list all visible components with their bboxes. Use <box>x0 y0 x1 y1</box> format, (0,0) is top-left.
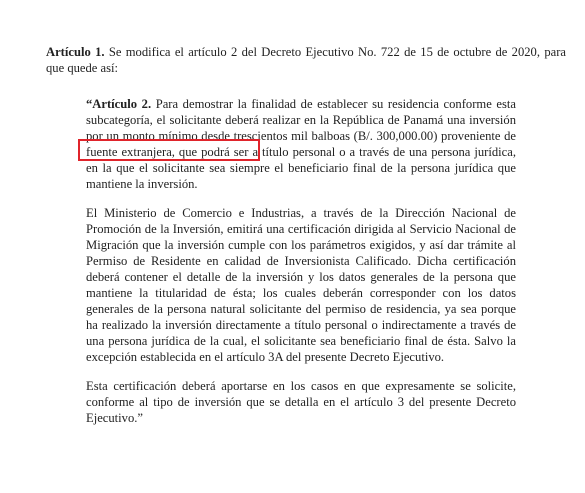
article-2-opening-quote: “ <box>86 97 93 111</box>
quoted-article-2 <box>86 96 516 426</box>
article-2-text-1: Para demostrar la finalidad de establecer su residencia conforme esta subcategoría, el solicitante deberá realizar en la República de Panamá una inversión por un monto mínimo desde trescientos mil balboas (B/. 300,000.00) proveniente de fuente extranjera, que podrá ser a título personal o a través de una persona jurídica, en la que el solicitante sea siempre el beneficiario final de la persona jurídica que mantiene la inversión. <box>86 97 516 191</box>
article-2-paragraph-2: El Ministerio de Comercio e Industrias, a través de la Dirección Nacional de Promoción de la Inversión, emitirá una certificación dirigida al Servicio Nacional de Migración que la inversión cumple con los parámetros exigidos, y así dar trámite al Permiso de Residente en calidad de Inversionista Calificado. Dicha certificación deberá contener el detalle de la inversión y los datos generales de la persona que mantiene la titularidad de ésta; los cuales deberán corresponder con los datos generales de la persona natural solicitante del permiso de residencia, ya sea porque ha realizado la inversión directamente a título personal o indirectamente a través de una persona jurídica de la cual, el solicitante sea beneficiario final de ésta. Salvo la excepción establecida en el artículo 3A del presente Decreto Ejecutivo. <box>86 206 516 364</box>
article-2-label: Artículo 2. <box>92 97 152 111</box>
article-1-paragraph <box>46 44 566 76</box>
article-2-paragraph-3: Esta certificación deberá aportarse en los casos en que expresamente se solicite, conforme al tipo de inversión que se detalla en el artículo 3 del presente Decreto Ejecutivo.” <box>86 379 516 425</box>
article-1-text: Se modifica el artículo 2 del Decreto Ejecutivo No. 722 de 15 de octubre de 2020, para que quede así: <box>46 45 566 75</box>
article-2-paragraph-1 <box>86 96 516 192</box>
article-1-label: Artículo 1. <box>46 45 105 59</box>
